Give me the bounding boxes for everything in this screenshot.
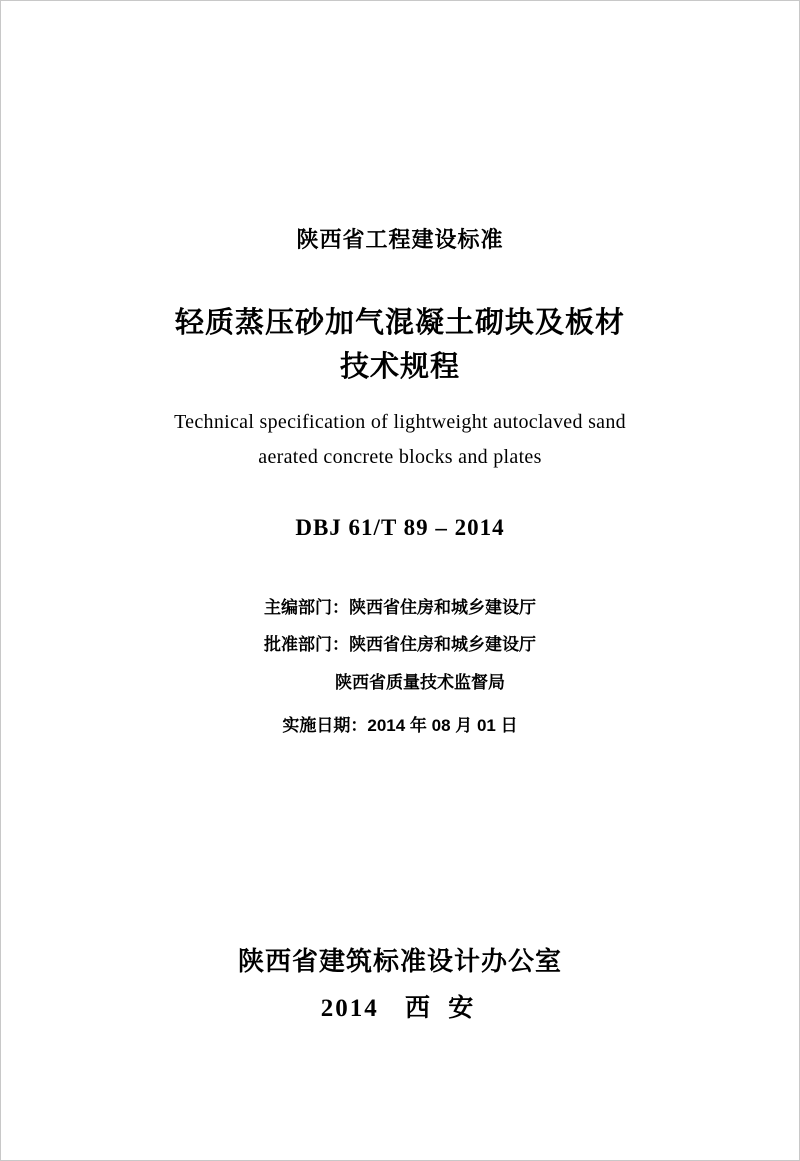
cover-footer (1, 941, 799, 1024)
department-info (1, 589, 799, 745)
editing-department: 主编部门：陕西省住房和城乡建设厅 (264, 598, 536, 617)
standard-code-number: DBJ 61/T 89 – 2014 (295, 515, 505, 540)
main-title-line-2: 技术规程 (339, 350, 460, 383)
series-title: 陕西省工程建设标准 (296, 227, 504, 252)
publication-city: 西 安 (404, 995, 480, 1022)
cover-content (1, 1, 799, 745)
english-title-line-2: aerated concrete blocks and plates (258, 446, 542, 468)
year-and-city (1, 988, 799, 1024)
english-title-line-1: Technical specification of lightweight autoclaved sand (174, 411, 626, 433)
approving-department-second: 陕西省质量技术监督局 (335, 672, 505, 692)
english-title (1, 405, 799, 475)
main-title-line-1: 轻质蒸压砂加气混凝土砌块及板材 (174, 307, 625, 339)
publication-year: 2014 (320, 995, 379, 1022)
main-title (1, 302, 799, 389)
publisher-name: 陕西省建筑标准设计办公室 (237, 946, 562, 976)
approving-department: 批准部门：陕西省住房和城乡建设厅 (264, 635, 536, 655)
effective-date: 实施日期：2014 年 08 月 01 日 (282, 716, 518, 736)
